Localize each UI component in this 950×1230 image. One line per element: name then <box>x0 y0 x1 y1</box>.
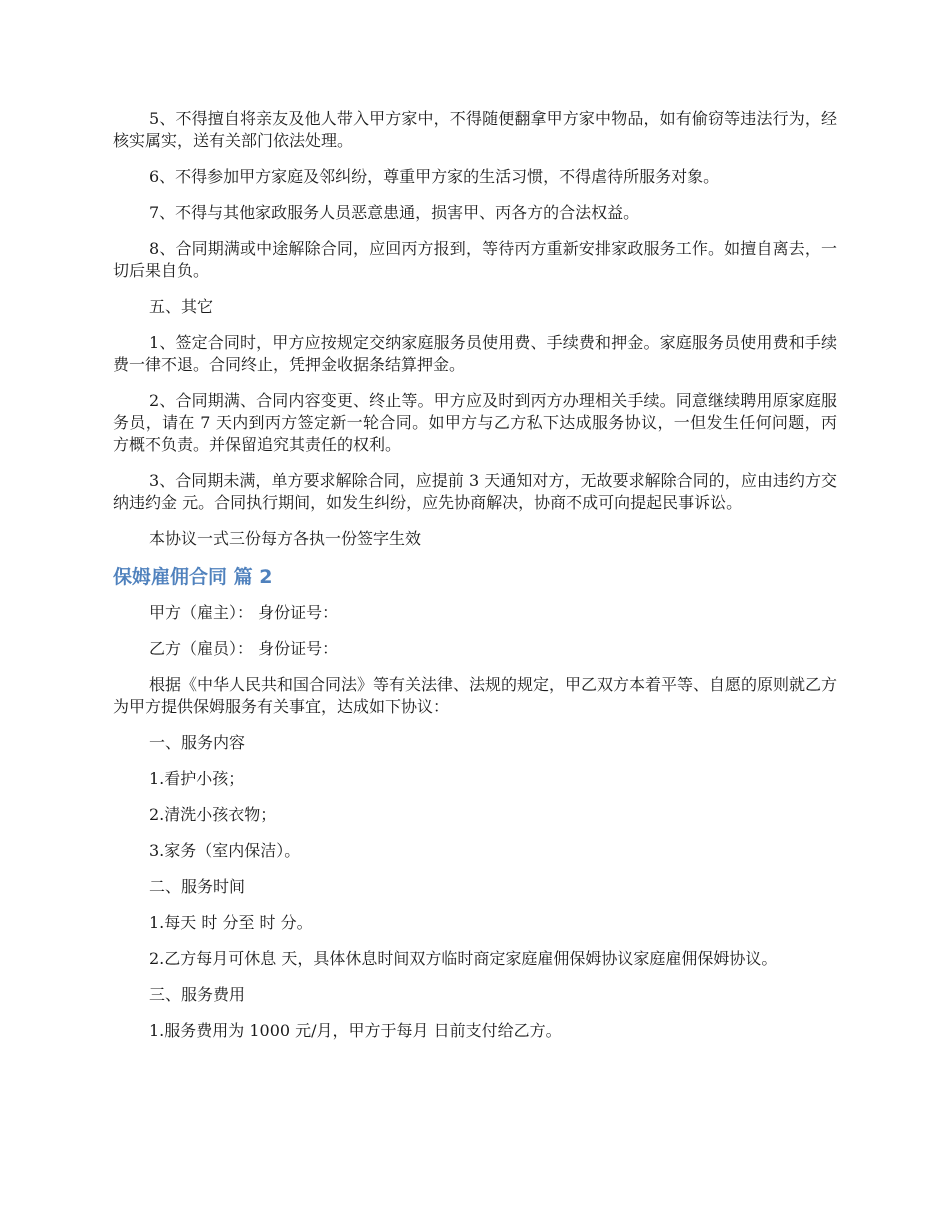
section-title-other: 五、其它 <box>149 297 214 316</box>
clause-6: 6、不得参加甲方家庭及邻纠纷，尊重甲方家的生活习惯，不得虐待所服务对象。 <box>149 167 720 186</box>
service-item-1: 1.看护小孩； <box>149 769 245 788</box>
service-item-3: 3.家务（室内保洁）。 <box>149 841 301 860</box>
clause-5: 5、不得擅自将亲友及他人带入甲方家中，不得随便翻拿甲方家中物品，如有偷窃等违法行为，经核实属实，送有关部门依法处理。 <box>113 109 837 150</box>
fee-item-1: 1.服务费用为 1000 元/月，甲方于每月 日前支付给乙方。 <box>149 1021 562 1040</box>
party-b-line: 乙方（雇员）： 身份证号： <box>149 639 339 658</box>
other-clause-1: 1、签定合同时，甲方应按规定交纳家庭服务员使用费、手续费和押金。家庭服务员使用费和手续费一律不退。合同终止，凭押金收据条结算押金。 <box>113 333 837 374</box>
section-title-service-content: 一、服务内容 <box>149 733 246 752</box>
clause-7: 7、不得与其他家政服务人员恶意患通，损害甲、丙各方的合法权益。 <box>149 203 640 222</box>
service-item-2: 2.清洗小孩衣物； <box>149 805 277 824</box>
time-item-2: 2.乙方每月可休息 天，具体休息时间双方临时商定家庭雇佣保姆协议家庭雇佣保姆协议。 <box>149 949 778 968</box>
section-title-service-fee: 三、服务费用 <box>149 985 246 1004</box>
party-a-line: 甲方（雇主）： 身份证号： <box>149 603 339 622</box>
contract-heading-part2: 保姆雇佣合同 篇 2 <box>113 566 273 588</box>
time-item-1: 1.每天 时 分至 时 分。 <box>149 913 313 932</box>
section-title-service-time: 二、服务时间 <box>149 877 246 896</box>
agreement-copies-note: 本协议一式三份每方各执一份签字生效 <box>149 529 422 548</box>
clause-8: 8、合同期满或中途解除合同，应回丙方报到，等待丙方重新安排家政服务工作。如擅自离去，一切后果自负。 <box>113 239 837 280</box>
other-clause-3: 3、合同期未满，单方要求解除合同，应提前 3 天通知对方，无故要求解除合同的，应由违约方交纳违约金 元。合同执行期间，如发生纠纷，应先协商解决，协商不成可向提起民事诉讼。 <box>113 471 837 512</box>
preamble: 根据《中华人民共和国合同法》等有关法律、法规的规定，甲乙双方本着平等、自愿的原则就乙方为甲方提供保姆服务有关事宜，达成如下协议： <box>113 675 838 716</box>
document-page <box>113 108 837 1056</box>
other-clause-2: 2、合同期满、合同内容变更、终止等。甲方应及时到丙方办理相关手续。同意继续聘用原家庭服务员，请在 7 天内到丙方签定新一轮合同。如甲方与乙方私下达成服务协议，一但发生任何问题，丙方概不负责。并保留追究其责任的权利。 <box>113 391 837 454</box>
